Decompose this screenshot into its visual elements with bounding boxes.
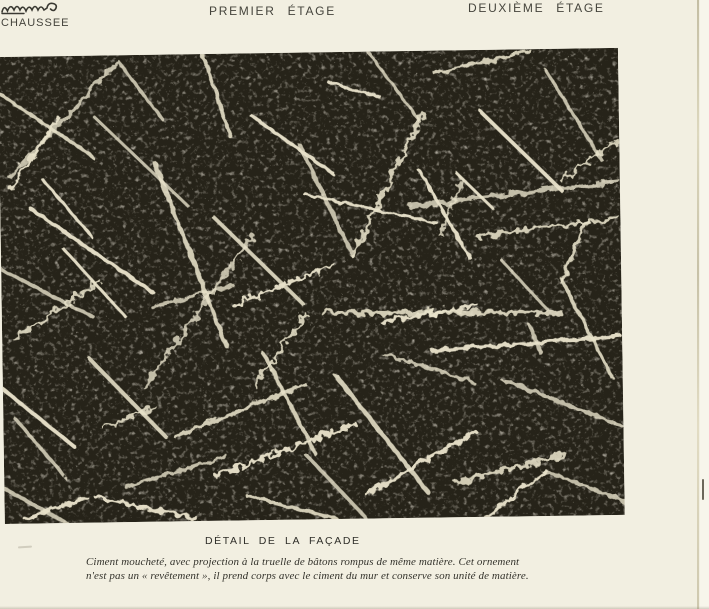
page-edge-mark [702, 479, 704, 500]
label-rez-de-chaussee: CHAUSSEE [1, 17, 70, 29]
facade-detail-photo [0, 48, 625, 524]
label-deuxieme-etage: DEUXIÈME ÉTAGE [468, 1, 605, 15]
handwritten-doodle-icon [1, 1, 63, 16]
photo-caption-title: DÉTAIL DE LA FAÇADE [205, 535, 361, 547]
caption-line-2: n'est pas un « revêtement », il prend corps avec le ciment du mur et conserve son unité de matière. [86, 569, 529, 582]
facade-photo-texture [0, 48, 625, 524]
photo-caption-text [86, 556, 529, 583]
pencil-smudge [18, 546, 32, 549]
page-crease-line [697, 0, 699, 609]
page-edge-strip [700, 0, 709, 609]
caption-line-1: Ciment moucheté, avec projection à la truelle de bâtons rompus de même matière. Cet ornement [86, 556, 520, 568]
label-premier-etage: PREMIER ÉTAGE [209, 4, 336, 18]
